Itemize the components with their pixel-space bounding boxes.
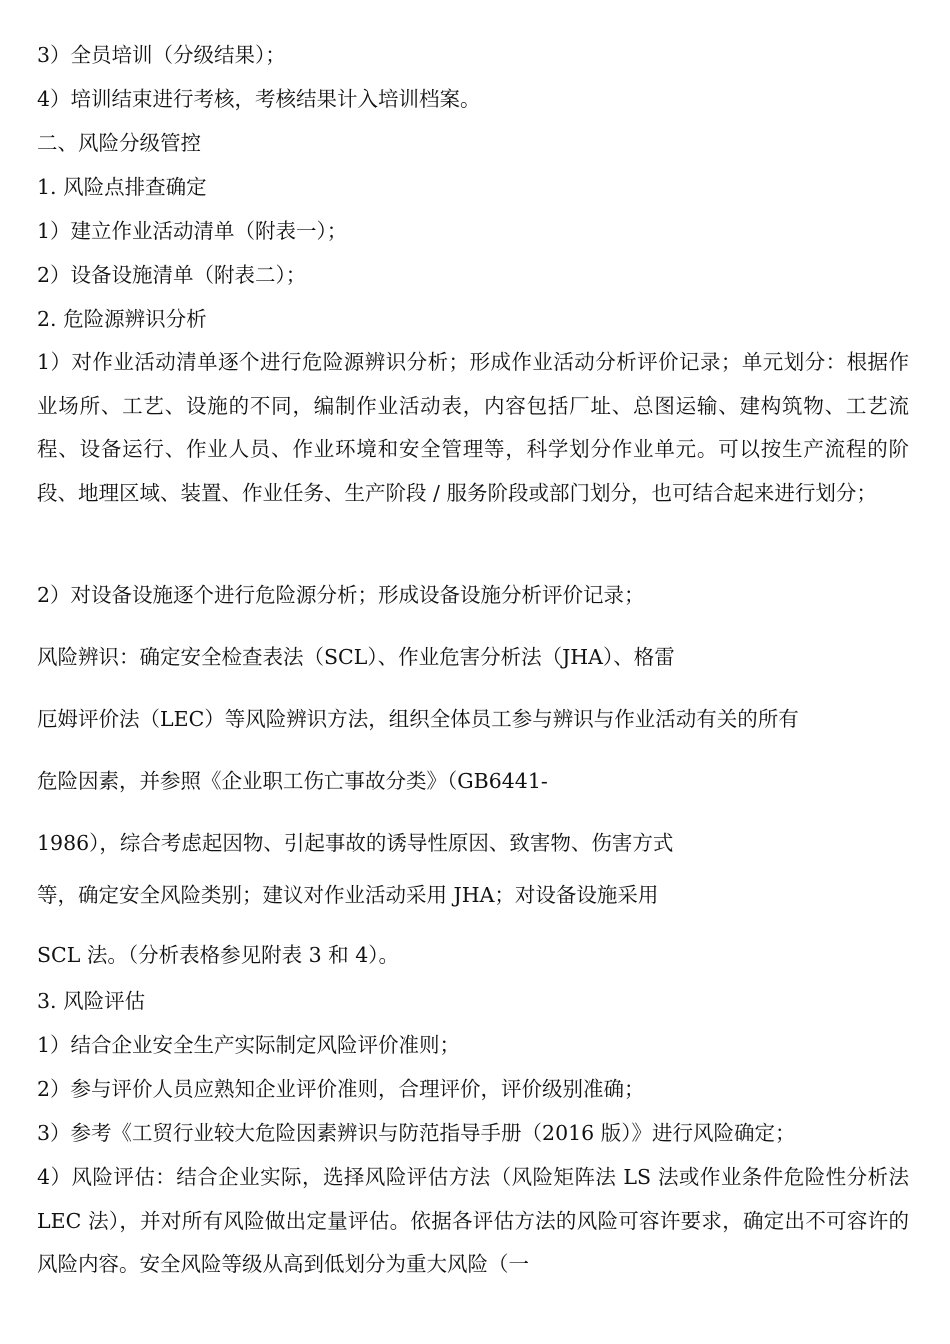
paragraph-activity-analysis: 1）对作业活动清单逐个进行危险源辨识分析；形成作业活动分析评价记录；单元划分：根据作业场所、工艺、设施的不同，编制作业活动表，内容包括厂址、总图运输、建构筑物、工艺流程、设备运行、作业人员、作业环境和安全管理等，科学划分作业单元。可以按生产流程的阶段、地理区域、装置、作业任务、生产阶段 / 服务阶段或部门划分，也可结合起来进行划分； [37, 350, 909, 505]
text-line-training-assessment: 4）培训结束进行考核，考核结果计入培训档案。 [37, 87, 481, 111]
text-line-reference-manual: 3）参考《工贸行业较大危险因素辨识与防范指导手册（2016 版）》进行风险确定； [37, 1121, 796, 1145]
text-line-risk-identification-3: 危险因素，并参照《企业职工伤亡事故分类》（GB6441- [37, 769, 548, 793]
text-line-risk-identification-1: 风险辨识：确定安全检查表法（SCL）、作业危害分析法（JHA）、格雷 [37, 645, 675, 669]
text-line-risk-identification-6: SCL 法。（分析表格参见附表 3 和 4）。 [37, 943, 399, 967]
text-line-risk-identification-5: 等，确定安全风险类别；建议对作业活动采用 JHA；对设备设施采用 [37, 883, 659, 907]
text-line-risk-identification-4: 1986），综合考虑起因物、引起事故的诱导性原因、致害物、伤害方式 [37, 831, 674, 855]
text-line-activity-list: 1）建立作业活动清单（附表一）； [37, 219, 348, 243]
text-line-evaluator-requirements: 2）参与评价人员应熟知企业评价准则，合理评价，评价级别准确； [37, 1077, 645, 1101]
text-line-equipment-analysis: 2）对设备设施逐个进行危险源分析；形成设备设施分析评价记录； [37, 583, 645, 607]
subheading-risk-point: 1. 风险点排查确定 [37, 175, 207, 199]
text-line-equipment-list: 2）设备设施清单（附表二）； [37, 263, 307, 287]
text-line-training-all-staff: 3）全员培训（分级结果）； [37, 43, 286, 67]
section-heading-risk-control: 二、风险分级管控 [37, 131, 201, 155]
paragraph-risk-evaluation: 4）风险评估：结合企业实际，选择风险评估方法（风险矩阵法 LS 法或作业条件危险性分析法 LEC 法），并对所有风险做出定量评估。依据各评估方法的风险可容许要求，确定出不可容许的风险内容。安全风险等级从高到低划分为重大风险（一 [37, 1165, 909, 1277]
subheading-risk-assessment: 3. 风险评估 [37, 989, 146, 1013]
text-line-risk-identification-2: 厄姆评价法（LEC）等风险辨识方法，组织全体员工参与辨识与作业活动有关的所有 [37, 707, 799, 731]
text-line-evaluation-criteria: 1）结合企业安全生产实际制定风险评价准则； [37, 1033, 461, 1057]
subheading-hazard-identification: 2. 危险源辨识分析 [37, 307, 207, 331]
